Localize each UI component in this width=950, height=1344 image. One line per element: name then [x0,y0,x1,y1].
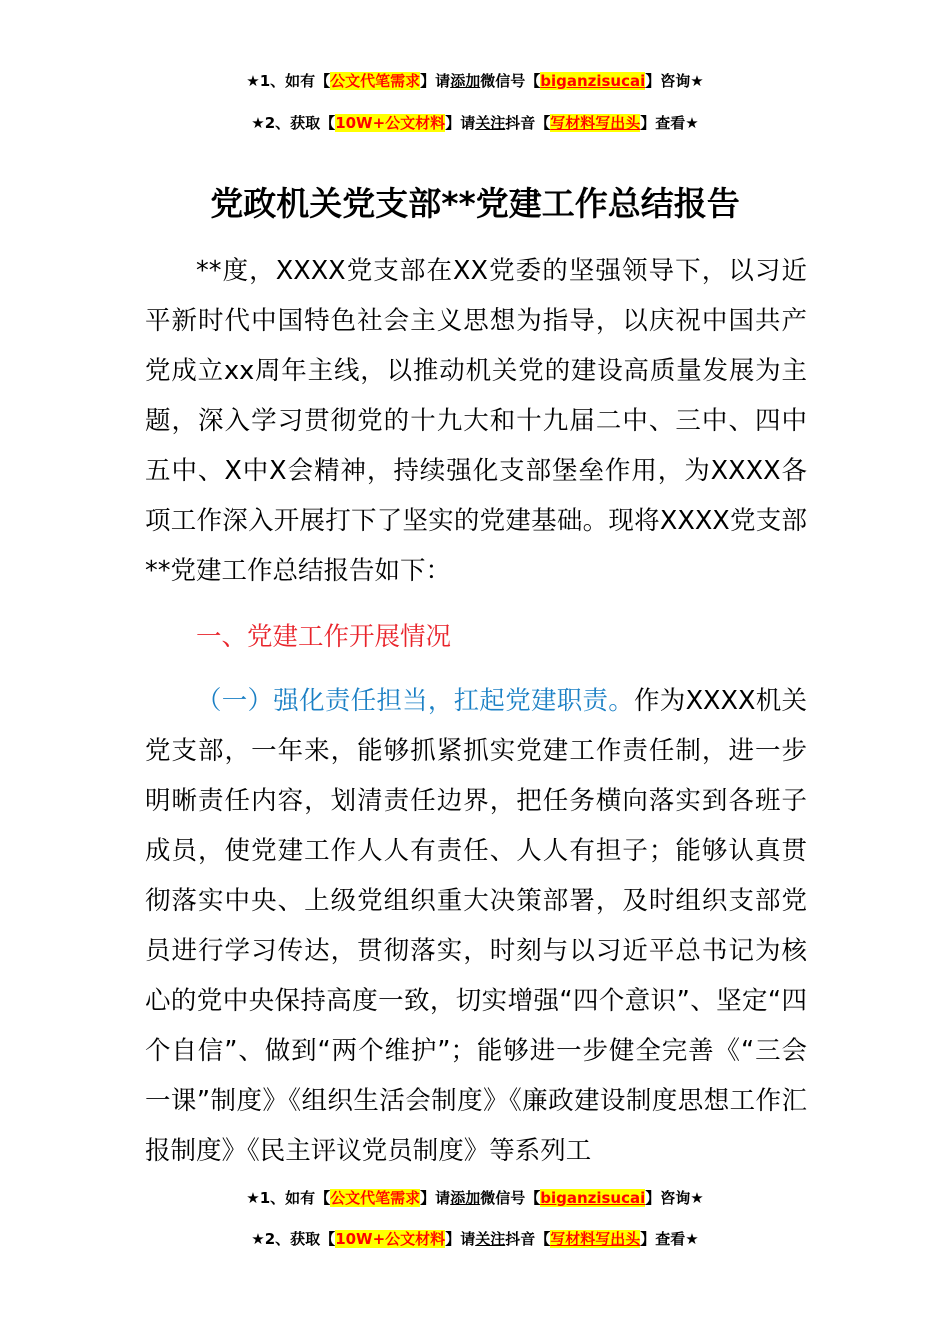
banner-text: 微信号【 [480,72,541,90]
banner-text: 】请 [420,72,451,90]
banner-highlight: 公文代笔需求 [330,72,421,90]
banner-text: ★1、如有【 [246,72,331,90]
banner-text: 】请 [420,1189,451,1207]
banner-highlight-link: biganzisucai [540,72,646,90]
banner-highlight: 10W+公文材料 [335,1230,446,1248]
banner-text: 抖音【 [505,114,551,132]
banner-text: 】查看★ [640,1230,699,1248]
banner-highlight-link: 写材料写出头 [550,1230,641,1248]
banner-emphasis: 关注 [475,114,506,132]
banner-text: ★1、如有【 [246,1189,331,1207]
bottom-banner-line-2 [0,1228,950,1250]
top-banner-line-1 [0,70,950,92]
banner-emphasis: 添加 [450,1189,481,1207]
intro-paragraph: **度，XXXX党支部在XX党委的坚强领导下，以习近平新时代中国特色社会主义思想为指导，以庆祝中国共产党成立xx周年主线，以推动机关党的建设高质量发展为主题，深入学习贯彻党的十九大和十九届二中、三中、四中五中、X中X会精神，持续强化支部堡垒作用，为XXXX各项工作深入开展打下了坚实的党建基础。现将XXXX党支部**党建工作总结报告如下： [145,256,807,586]
banner-emphasis: 关注 [475,1230,506,1248]
banner-text: 抖音【 [505,1230,551,1248]
banner-text: ★2、获取【 [251,1230,336,1248]
banner-text: ★2、获取【 [251,114,336,132]
banner-text: 】请 [445,1230,476,1248]
banner-highlight-link: biganzisucai [540,1189,646,1207]
banner-text: 】咨询★ [645,72,704,90]
banner-text: 】咨询★ [645,1189,704,1207]
section-heading: 一、党建工作开展情况 [196,622,452,652]
banner-highlight: 公文代笔需求 [330,1189,421,1207]
top-banner-line-2 [0,112,950,134]
banner-emphasis: 添加 [450,72,481,90]
subsection-heading: （一）强化责任担当，扛起党建职责。 [196,686,635,716]
bottom-banner-line-1 [0,1187,950,1209]
banner-text: 微信号【 [480,1189,541,1207]
banner-highlight: 10W+公文材料 [335,114,446,132]
banner-text: 】请 [445,114,476,132]
document-title: 党政机关党支部**党建工作总结报告 [210,184,740,223]
banner-highlight-link: 写材料写出头 [550,114,641,132]
subsection-body: 作为XXXX机关党支部，一年来，能够抓紧抓实党建工作责任制，进一步明晰责任内容，划清责任边界，把任务横向落实到各班子成员，使党建工作人人有责任、人人有担子；能够认真贯彻落实中央、上级党组织重大决策部署，及时组织支部党员进行学习传达，贯彻落实，时刻与以习近平总书记为核心的党中央保持高度一致，切实增强“四个意识”、坚定“四个自信”、做到“两个维护”；能够进一步健全完善《“三会一课”制度》《组织生活会制度》《廉政建设制度思想工作汇报制度》《民主评议党员制度》等系列工 [145,686,807,1166]
banner-text: 】查看★ [640,114,699,132]
subsection-paragraph [145,676,807,1176]
